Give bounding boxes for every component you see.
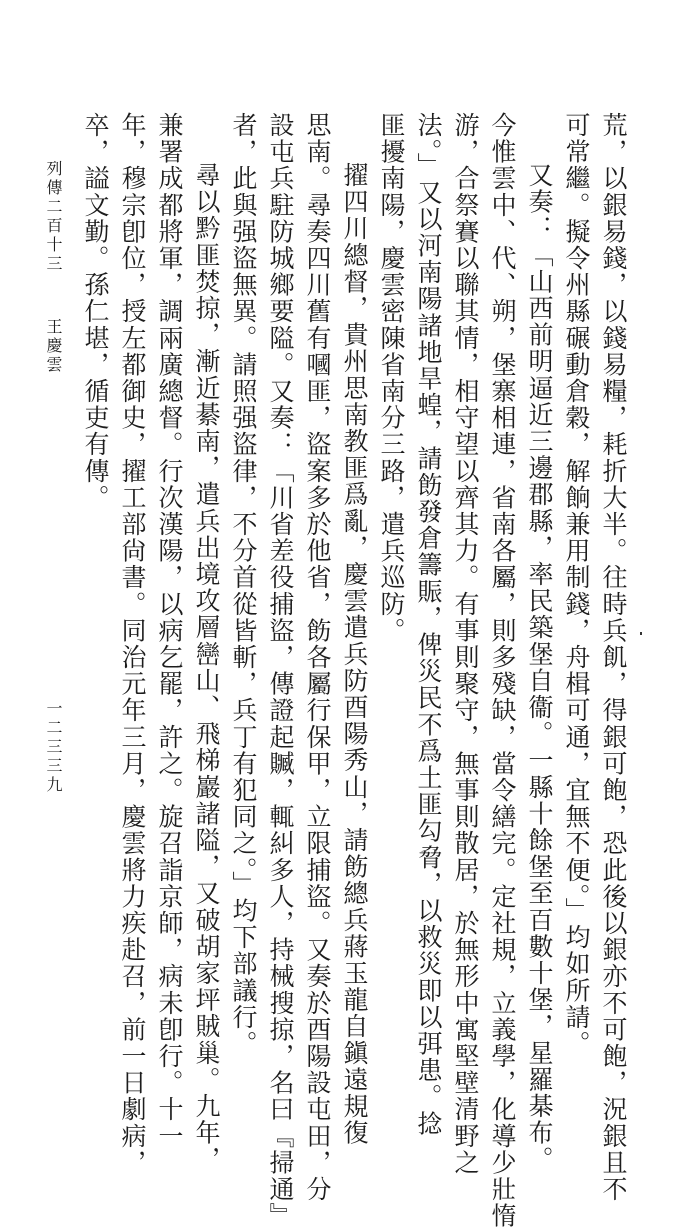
text-column-14: 年，穆宗卽位，授左都御史，擢工部尙書。同治元年三月，慶雲將力疾赴召，前一日劇病， (118, 112, 147, 1176)
running-header-section: 列傳二百十三 (44, 160, 63, 274)
text-column-13: 兼署成都將軍，調兩廣總督。行次漢陽，以病乞罷，許之。旋召詣京師，病未卽行。十一 (155, 112, 184, 1150)
text-column-6: 法。」又以河南陽諸地旱蝗，請飭發倉籌賑，俾災民不爲土匪勾脅，以救災即以弭患。捻 (414, 112, 443, 1137)
text-column-3: 又奏：「山西前明逼近三邊郡縣，率民築堡自衞。一縣十餘堡至百數十堡，星羅棊布。 (525, 162, 554, 1173)
text-column-9: 思南。尋奏四川舊有嘓匪，盜案多於他省，飭各屬行保甲，立限捕盜。又奏於酉陽設屯田，分 (303, 112, 332, 1203)
page-number: 一二三三九 (44, 700, 63, 795)
text-column-12: 尋以黔匪焚掠，漸近綦南，遣兵出境攻層巒山、飛梯巖諸隘，又破胡家坪賊巢。九年， (192, 162, 221, 1173)
text-column-15: 卒，謚文勤。孫仁堪，循吏有傳。 (81, 112, 110, 511)
text-column-11: 者，此與强盜無異。請照强盜律，不分首從皆斬，兵丁有犯同之。」均下部議行。 (229, 112, 258, 1058)
text-column-1: 荒，以銀易錢，以錢易糧，耗折大半。往時兵飢，得銀可飽，恐此後以銀亦不可飽，況銀且不 (599, 112, 628, 1203)
text-column-4: 今惟雲中、代、朔，堡寨相連，省南各屬，則多殘缺，當令繕完。定社規，立義學，化導少壯惰 (488, 112, 517, 1229)
text-column-2: 可常繼。擬令州縣碾動倉穀，解餉兼用制錢，舟楫可通，宜無不便。」均如所請。 (562, 112, 591, 1058)
text-column-8: 擢四川總督，貴州思南教匪爲亂，慶雲遣兵防酉陽秀山，請飭總兵蔣玉龍自鎭遠規復 (340, 162, 369, 1147)
text-column-5: 游，合祭賽以聯其情，相守望以齊其力。有事則聚守，無事則散居，於無形中寓堅壁清野之 (451, 112, 480, 1176)
running-header-person: 王慶雲 (44, 318, 63, 375)
text-column-10: 設屯兵駐防城鄉要隘。又奏：「川省差役捕盜，傳證起贓，輒糾多人，持械搜掠，名曰『掃通』 (266, 112, 295, 1229)
scan-speck (640, 632, 642, 635)
text-column-7: 匪擾南陽，慶雲密陳省南分三路，遣兵巡防。 (377, 112, 406, 644)
